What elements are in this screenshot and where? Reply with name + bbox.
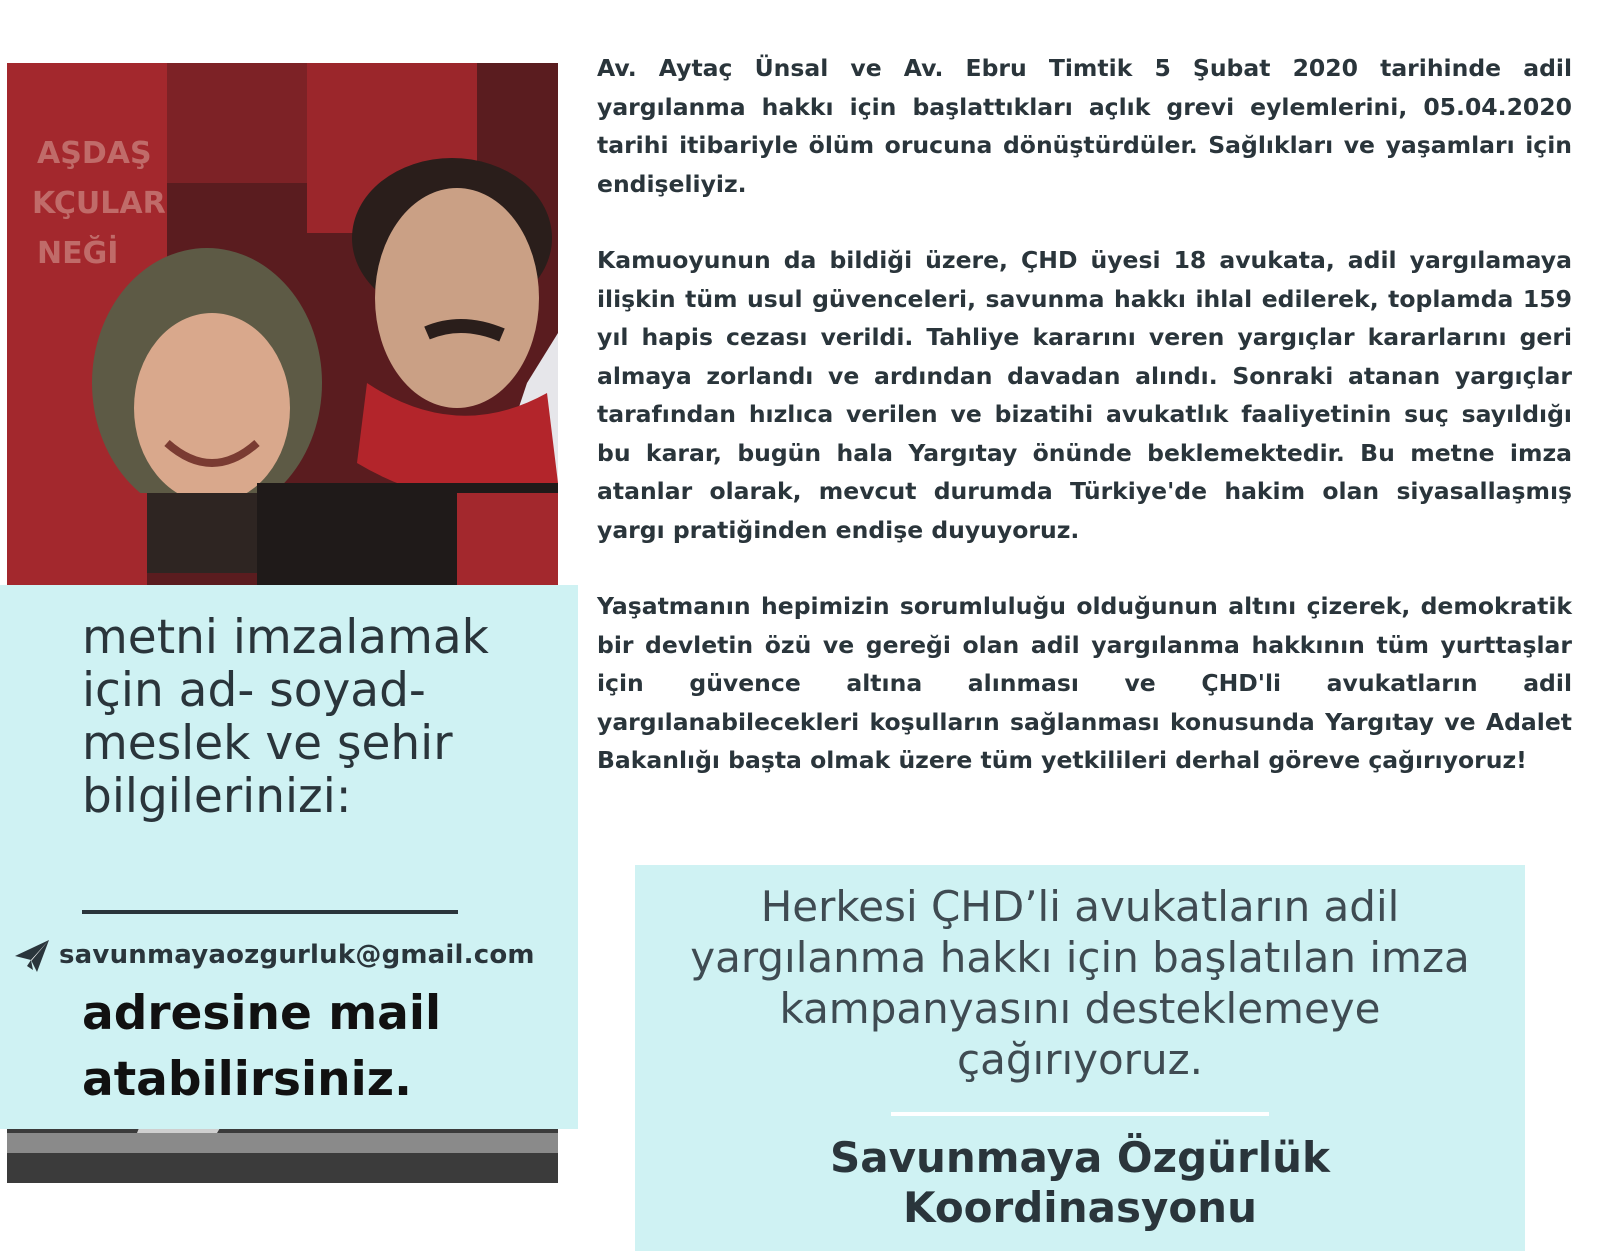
- signup-card: [0, 585, 578, 1129]
- paragraph-2: Kamuoyunun da bildiği üzere, ÇHD üyesi 18 avukata, adil yargılamaya ilişkin tüm usul güvenceleri, savunma hakkı ihlal edilerek, toplamda 159 yıl hapis cezası verildi. Tahliye kararını veren yargıçlar kararlarını geri almaya zorlandı ve ardından davadan alındı. Sonraki atanan yargıçlar tarafından hızlıca verilen ve bizatihi avukatlık faaliyetinin suç sayıldığı bu karar, bugün hala Yargıtay önünde beklemektedir. Bu metne imza atanlar olarak, mevcut durumda Türkiye'de hakim olan siyasallaşmış yargı pratiğinden endişe duyuyoruz.: [597, 246, 1572, 544]
- signup-heading: metni imzalamak için ad- soyad- meslek ve şehir bilgilerinizi:: [82, 610, 489, 824]
- organization-name: Savunmaya Özgürlük Koordinasyonu: [830, 1133, 1330, 1232]
- body-text: [597, 49, 1572, 780]
- svg-text:KÇULAR: KÇULAR: [32, 186, 166, 221]
- signup-divider: [82, 910, 458, 914]
- email-row: [13, 935, 535, 975]
- cta-card: [635, 865, 1525, 1251]
- paragraph-3: Yaşatmanın hepimizin sorumluluğu olduğunun altını çizerek, demokratik bir devletin özü ve gereği olan adil yargılanma hakkının tüm yurttaşlar için güvence altına alınması ve ÇHD'li avukatların adil yargılanabilecekleri koşulların sağlanması konusunda Yargıtay ve Adalet Bakanlığı başta olmak üzere tüm yetkilileri derhal göreve çağırıyoruz!: [597, 592, 1572, 774]
- signup-instruction: adresine mail atabilirsiniz.: [82, 986, 442, 1107]
- cta-divider: [891, 1112, 1269, 1116]
- paper-plane-icon: [13, 936, 51, 974]
- svg-text:NEĞİ: NEĞİ: [37, 236, 119, 271]
- svg-text:AŞDAŞ: AŞDAŞ: [37, 136, 152, 171]
- cta-text: Herkesi ÇHD’li avukatların adil yargılanma hakkı için başlatılan imza kampanyasını desteklemeye çağırıyoruz.: [690, 882, 1470, 1084]
- email-address[interactable]: savunmayaozgurluk@gmail.com: [59, 940, 535, 970]
- paragraph-1: Av. Aytaç Ünsal ve Av. Ebru Timtik 5 Şubat 2020 tarihinde adil yargılanma hakkı için başlattıkları açlık grevi eylemlerini, 05.04.2020 tarihi itibariyle ölüm orucuna dönüştürdüler. Sağlıkları ve yaşamları için endişeliyiz.: [597, 54, 1572, 198]
